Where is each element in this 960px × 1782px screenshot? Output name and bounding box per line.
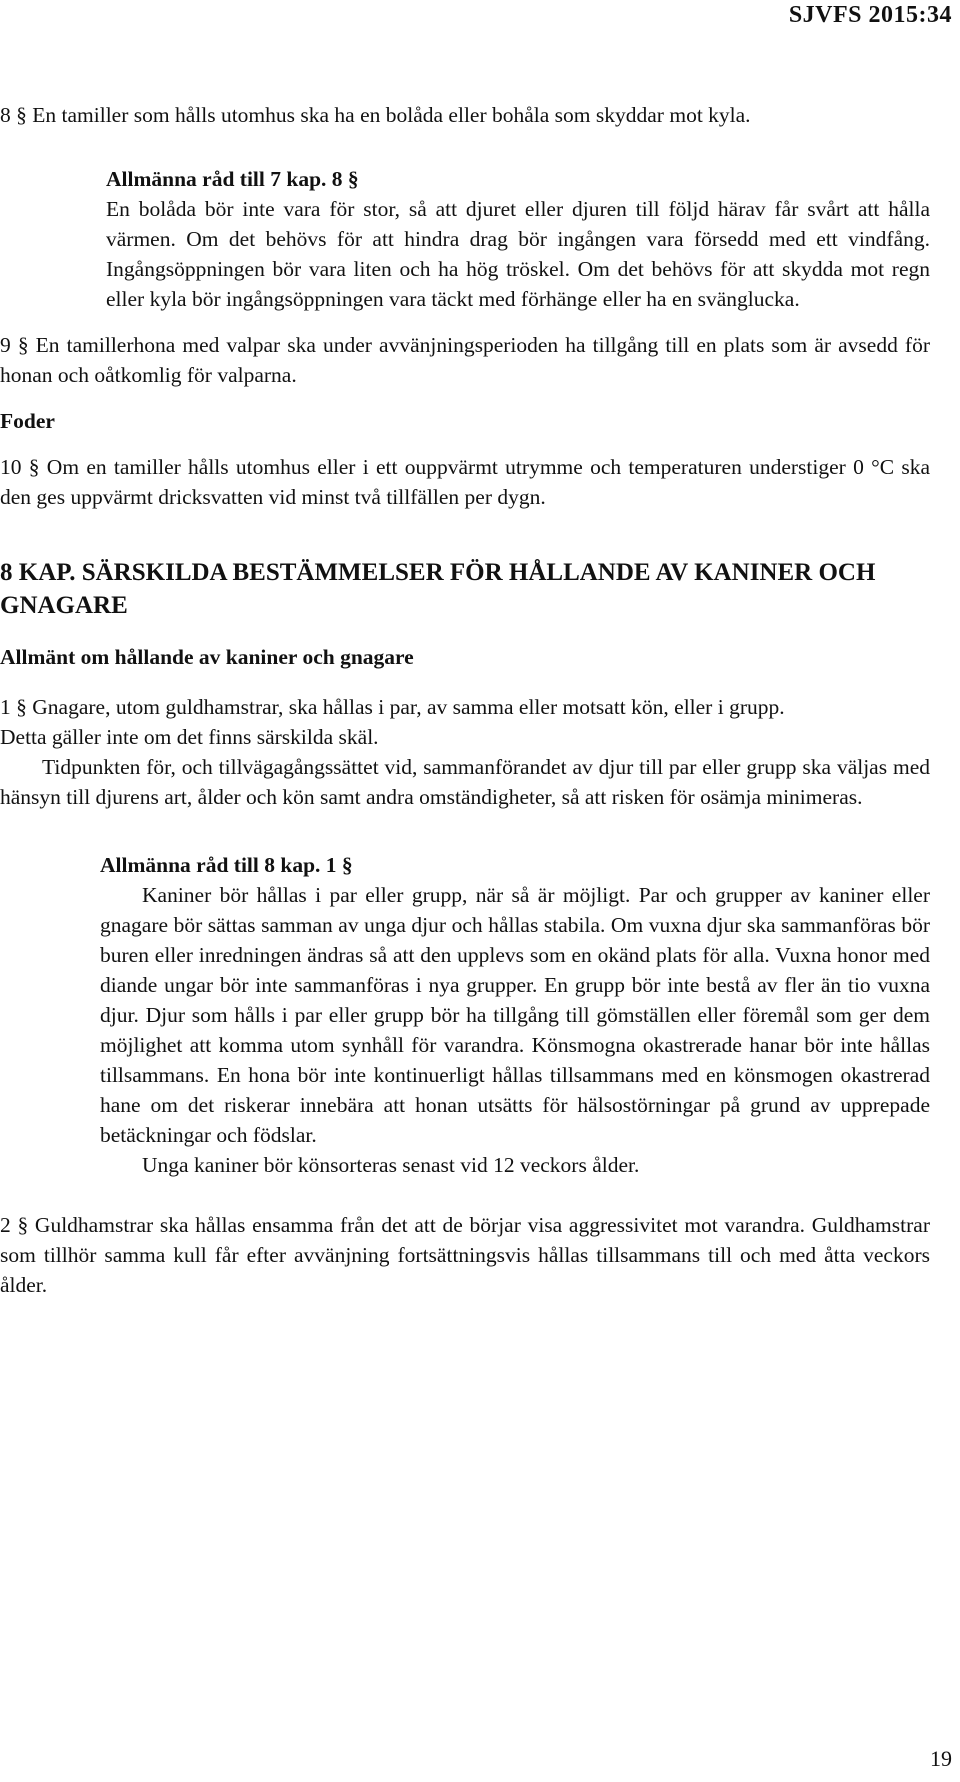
general-advice-heading: Allmänna råd till 8 kap. 1 § xyxy=(100,853,353,877)
general-advice-text-continued: Unga kaniner bör könsorteras senast vid 12 veckors ålder. xyxy=(142,1153,640,1177)
paragraph-section-10: 10 § Om en tamiller hålls utomhus eller i ett ouppvärmt utrymme och temperaturen understiger 0 °C ska den ges uppvärmt dricksvatten vid minst två tillfällen per dygn. xyxy=(0,455,930,509)
document-reference: SJVFS 2015:34 xyxy=(788,2,952,28)
paragraph-section-8: 8 § En tamiller som hålls utomhus ska ha en bolåda eller bohåla som skyddar mot kyla. xyxy=(0,103,751,127)
page-number: 19 xyxy=(930,1746,952,1771)
paragraph-section-1-timing: Tidpunkten för, och tillvägagångssättet vid, sammanförandet av djur till par eller grupp ska väljas med hänsyn till djurens art, ålder och kön samt andra omständigheter, så att risken för osämja minimeras. xyxy=(0,755,930,809)
paragraph-section-1: 1 § Gnagare, utom guldhamstrar, ska hållas i par, av samma eller motsatt kön, eller i grupp. xyxy=(0,695,785,719)
paragraph-section-2: 2 § Guldhamstrar ska hållas ensamma från det att de börjar visa aggressivitet mot varandra. Guldhamstrar som tillhör samma kull får efter avvänjning fortsättningsvis hållas tillsammans till och med åtta veckors ålder. xyxy=(0,1213,930,1297)
paragraph-section-1-exception: Detta gäller inte om det finns särskilda skäl. xyxy=(0,725,379,749)
general-advice-block-7-8 xyxy=(106,164,930,314)
general-advice-heading: Allmänna råd till 7 kap. 8 § xyxy=(106,167,359,191)
general-advice-text: Kaniner bör hållas i par eller grupp, när så är möjligt. Par och grupper av kaniner eller gnagare bör sättas samman av unga djur och hållas stabila. Om vuxna djur ska sammanföras bör buren eller inredningen ändras så att den upplevs som en okänd plats för alla. Vuxna honor med diande ungar bör inte sammanföras i nya grupper. En grupp bör inte bestå av fler än tio vuxna djur. Djur som hålls i par eller grupp bör ha tillgång till gömställen eller föremål som ger dem möjlighet att komma utom synhåll för varandra. Könsmogna okastrerade hanar bör inte hållas tillsammans. En hona bör inte kontinuerligt hållas tillsammans med en könsmogen okastrerad hane om det riskerar innebära att honan utsätts för hälsostörningar på grund av upprepade betäckningar och födslar. xyxy=(100,883,930,1147)
section-heading-foder: Foder xyxy=(0,409,55,433)
chapter-heading: 8 KAP. SÄRSKILDA BESTÄMMELSER FÖR HÅLLANDE AV KANINER OCH GNAGARE xyxy=(0,559,876,619)
paragraph-section-9: 9 § En tamillerhona med valpar ska under avvänjningsperioden ha tillgång till en plats som är avsedd för honan och oåtkomlig för valparna. xyxy=(0,333,930,387)
general-advice-block-8-1 xyxy=(100,850,930,1180)
section-heading-general: Allmänt om hållande av kaniner och gnagare xyxy=(0,645,414,669)
document-body xyxy=(0,100,930,1300)
general-advice-text: En bolåda bör inte vara för stor, så att djuret eller djuren till följd härav får svårt att hålla värmen. Om det behövs för att hindra drag bör ingången vara försedd med ett vindfång. Ingångsöppningen bör vara liten och ha hög tröskel. Om det behövs för att skydda mot regn eller kyla bör ingångsöppningen vara täckt med förhänge eller ha en svänglucka. xyxy=(106,197,930,311)
